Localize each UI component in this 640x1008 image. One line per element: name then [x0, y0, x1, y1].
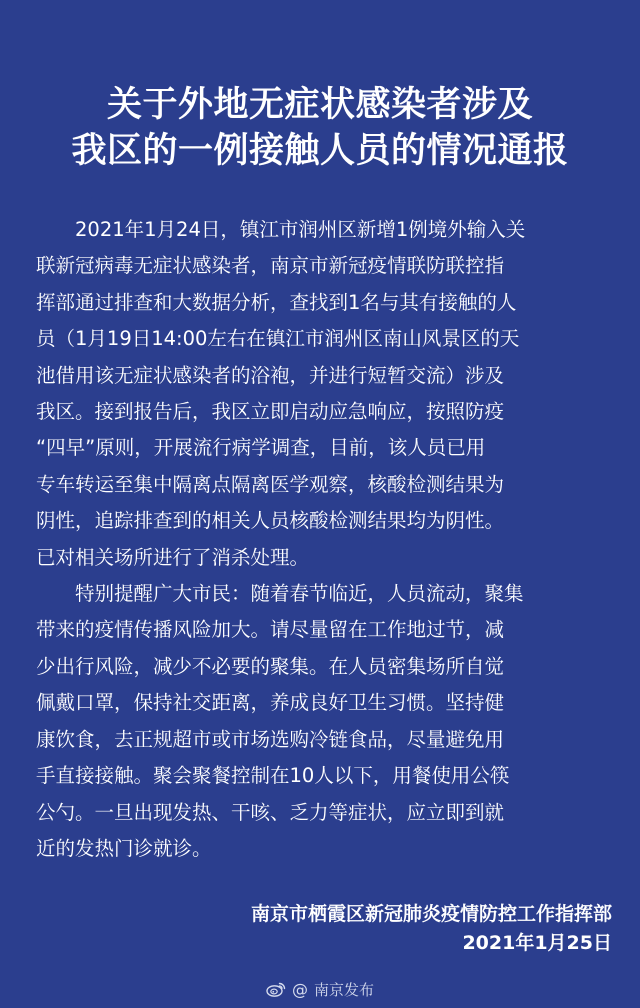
signature-block [251, 900, 612, 958]
paragraph-line: 挥部通过排查和大数据分析，查找到1名与其有接触的人 [36, 290, 517, 314]
title-line-1: 关于外地无症状感染者涉及 [106, 85, 533, 125]
issue-date: 2021年1月25日 [462, 932, 612, 954]
weibo-watermark [0, 974, 640, 1004]
paragraph-line: 阴性，追踪排查到的相关人员核酸检测结果均为阴性。 [36, 509, 505, 533]
notice-title [0, 82, 640, 174]
paragraph-line: 员（1月19日14:00左右在镇江市润州区南山风景区的天 [36, 327, 520, 351]
paragraph-line: 带来的疫情传播风险加大。请尽量留在工作地过节，减 [36, 618, 505, 642]
paragraph-line: 2021年1月24日，镇江市润州区新增1例境外输入关 [36, 218, 526, 241]
paragraph-line: 专车转运至集中隔离点隔离医学观察，核酸检测结果为 [36, 472, 505, 496]
paragraph-line: 少出行风险，减少不必要的聚集。在人员密集场所自觉 [36, 654, 505, 678]
paragraph-1 [36, 212, 614, 576]
notice-body [36, 212, 614, 867]
paragraph-line: 我区。接到报告后，我区立即启动应急响应，按照防疫 [36, 400, 505, 424]
paragraph-line: 特别提醒广大市民：随着春节临近，人员流动，聚集 [36, 582, 524, 606]
at-symbol: @ [291, 979, 308, 999]
paragraph-line: 佩戴口罩，保持社交距离，养成良好卫生习惯。坚持健 [36, 691, 505, 715]
issuing-organization: 南京市栖霞区新冠肺炎疫情防控工作指挥部 [250, 903, 612, 925]
paragraph-line: 手直接接触。聚会聚餐控制在10人以下，用餐使用公筷 [36, 764, 510, 788]
paragraph-line: 康饮食，去正规超市或市场选购冷链食品，尽量避免用 [36, 727, 505, 751]
weibo-account-name: 南京发布 [313, 980, 374, 999]
paragraph-line: 已对相关场所进行了消杀处理。 [36, 545, 310, 569]
paragraph-line: 近的发热门诊就诊。 [36, 836, 212, 860]
paragraph-line: 公勺。一旦出现发热、干咳、乏力等症状，应立即到就 [36, 800, 505, 824]
paragraph-2 [36, 576, 614, 867]
weibo-icon [266, 981, 286, 997]
paragraph-line: “四早”原则，开展流行病学调查，目前，该人员已用 [36, 436, 486, 460]
paragraph-line: 联新冠病毒无症状感染者，南京市新冠疫情联防联控指 [36, 254, 505, 278]
paragraph-line: 池借用该无症状感染者的浴袍，并进行短暂交流）涉及 [36, 363, 505, 387]
title-line-2: 我区的一例接触人员的情况通报 [71, 131, 569, 171]
